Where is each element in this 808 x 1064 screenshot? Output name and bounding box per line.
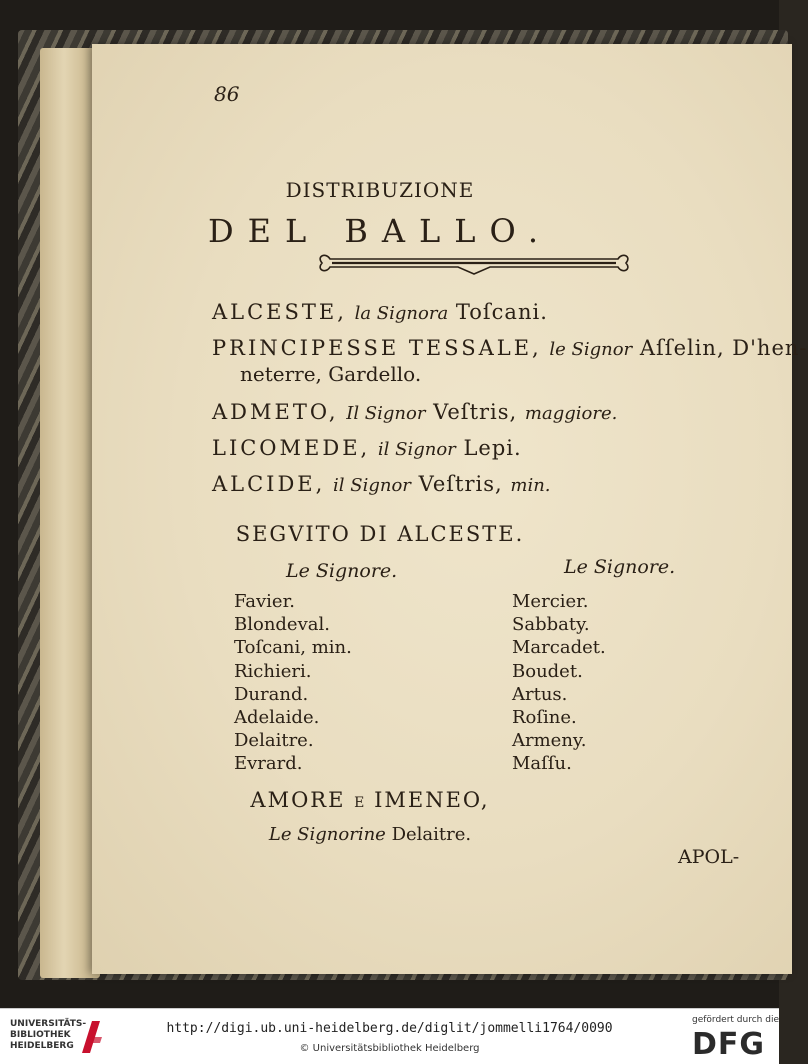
- list-item: Mercier.: [512, 591, 589, 612]
- role-continuation: neterre, Gardello.: [240, 362, 422, 386]
- ornament-divider-icon: [314, 250, 634, 276]
- signorine-line: [0, 824, 740, 845]
- list-item: Blondeval.: [234, 614, 330, 636]
- library-logo-label: UNIVERSITÄTS- BIBLIOTHEK HEIDELBERG: [10, 1019, 87, 1051]
- amore-part: AMORE: [250, 788, 346, 812]
- role-name: ALCIDE,: [212, 472, 326, 496]
- amore-imeneo-heading: [0, 788, 740, 812]
- role-title: le Signor: [549, 339, 633, 360]
- list-item: Maſſu.: [512, 753, 572, 775]
- role-title: il Signor: [333, 475, 411, 496]
- role-name: ADMETO,: [212, 400, 339, 424]
- role-performer: Veſtris,: [433, 400, 518, 424]
- left-column-names: [234, 590, 352, 776]
- right-column-names: [512, 590, 606, 776]
- role-title: il Signor: [377, 439, 456, 460]
- signorine-name: Delaitre.: [391, 824, 472, 845]
- list-item: Armeny.: [512, 730, 587, 752]
- role-alceste: [212, 300, 548, 324]
- role-title: Il Signor: [346, 403, 426, 424]
- role-suffix: maggiore.: [524, 403, 618, 424]
- list-item: Delaitre.: [234, 730, 314, 752]
- role-performer: Lepi.: [463, 436, 522, 460]
- imeneo-part: IMENEO,: [374, 788, 490, 812]
- list-item: Artus.: [512, 683, 568, 705]
- signorine-title: Le Signorine: [268, 824, 386, 845]
- list-item: Roſine.: [512, 707, 577, 729]
- seguito-heading: SEGVITO DI ALCESTE.: [235, 522, 525, 546]
- left-column-header: Le Signore.: [286, 560, 398, 582]
- right-column-header: Le Signore.: [564, 556, 676, 578]
- funder-label: gefördert durch die: [692, 1015, 779, 1025]
- amore-conjunction: E: [354, 795, 366, 811]
- book-page: [92, 44, 808, 974]
- viewer-footer: [0, 1008, 779, 1064]
- role-licomede: [212, 436, 522, 460]
- role-suffix: min.: [510, 475, 551, 496]
- list-item: Adelaide.: [234, 707, 320, 729]
- page-url-link[interactable]: http://digi.ub.uni-heidelberg.de/diglit/jommelli1764/0090: [166, 1021, 613, 1036]
- role-admeto: [212, 400, 617, 424]
- list-item: Favier.: [234, 591, 295, 612]
- role-title: la Signora: [354, 303, 449, 324]
- page-subheading: DEL BALLO.: [207, 212, 553, 250]
- list-item: Richieri.: [234, 660, 312, 682]
- page-heading: DISTRIBUZIONE: [285, 178, 475, 202]
- list-item: Marcadet.: [512, 637, 606, 659]
- catchword: APOL-: [678, 846, 740, 868]
- role-alcide: [212, 472, 551, 496]
- page-number: 86: [214, 82, 240, 106]
- role-name: ALCESTE,: [212, 300, 347, 324]
- list-item: Sabbaty.: [512, 614, 590, 636]
- dfg-logo: DFG: [692, 1027, 766, 1062]
- list-item: Toſcani, min.: [234, 637, 352, 659]
- role-principesse-tessale: [212, 336, 808, 360]
- list-item: Durand.: [234, 683, 309, 705]
- role-name: PRINCIPESSE TESSALE,: [212, 336, 542, 360]
- role-performer: Toſcani.: [455, 300, 548, 324]
- role-name: LICOMEDE,: [212, 436, 371, 460]
- list-item: Evrard.: [234, 753, 303, 775]
- list-item: Boudet.: [512, 660, 583, 682]
- copyright-text: © Universitätsbibliothek Heidelberg: [299, 1043, 480, 1054]
- role-performer: Aſſelin, D'hen-: [639, 336, 808, 360]
- role-performer: Veſtris,: [418, 472, 503, 496]
